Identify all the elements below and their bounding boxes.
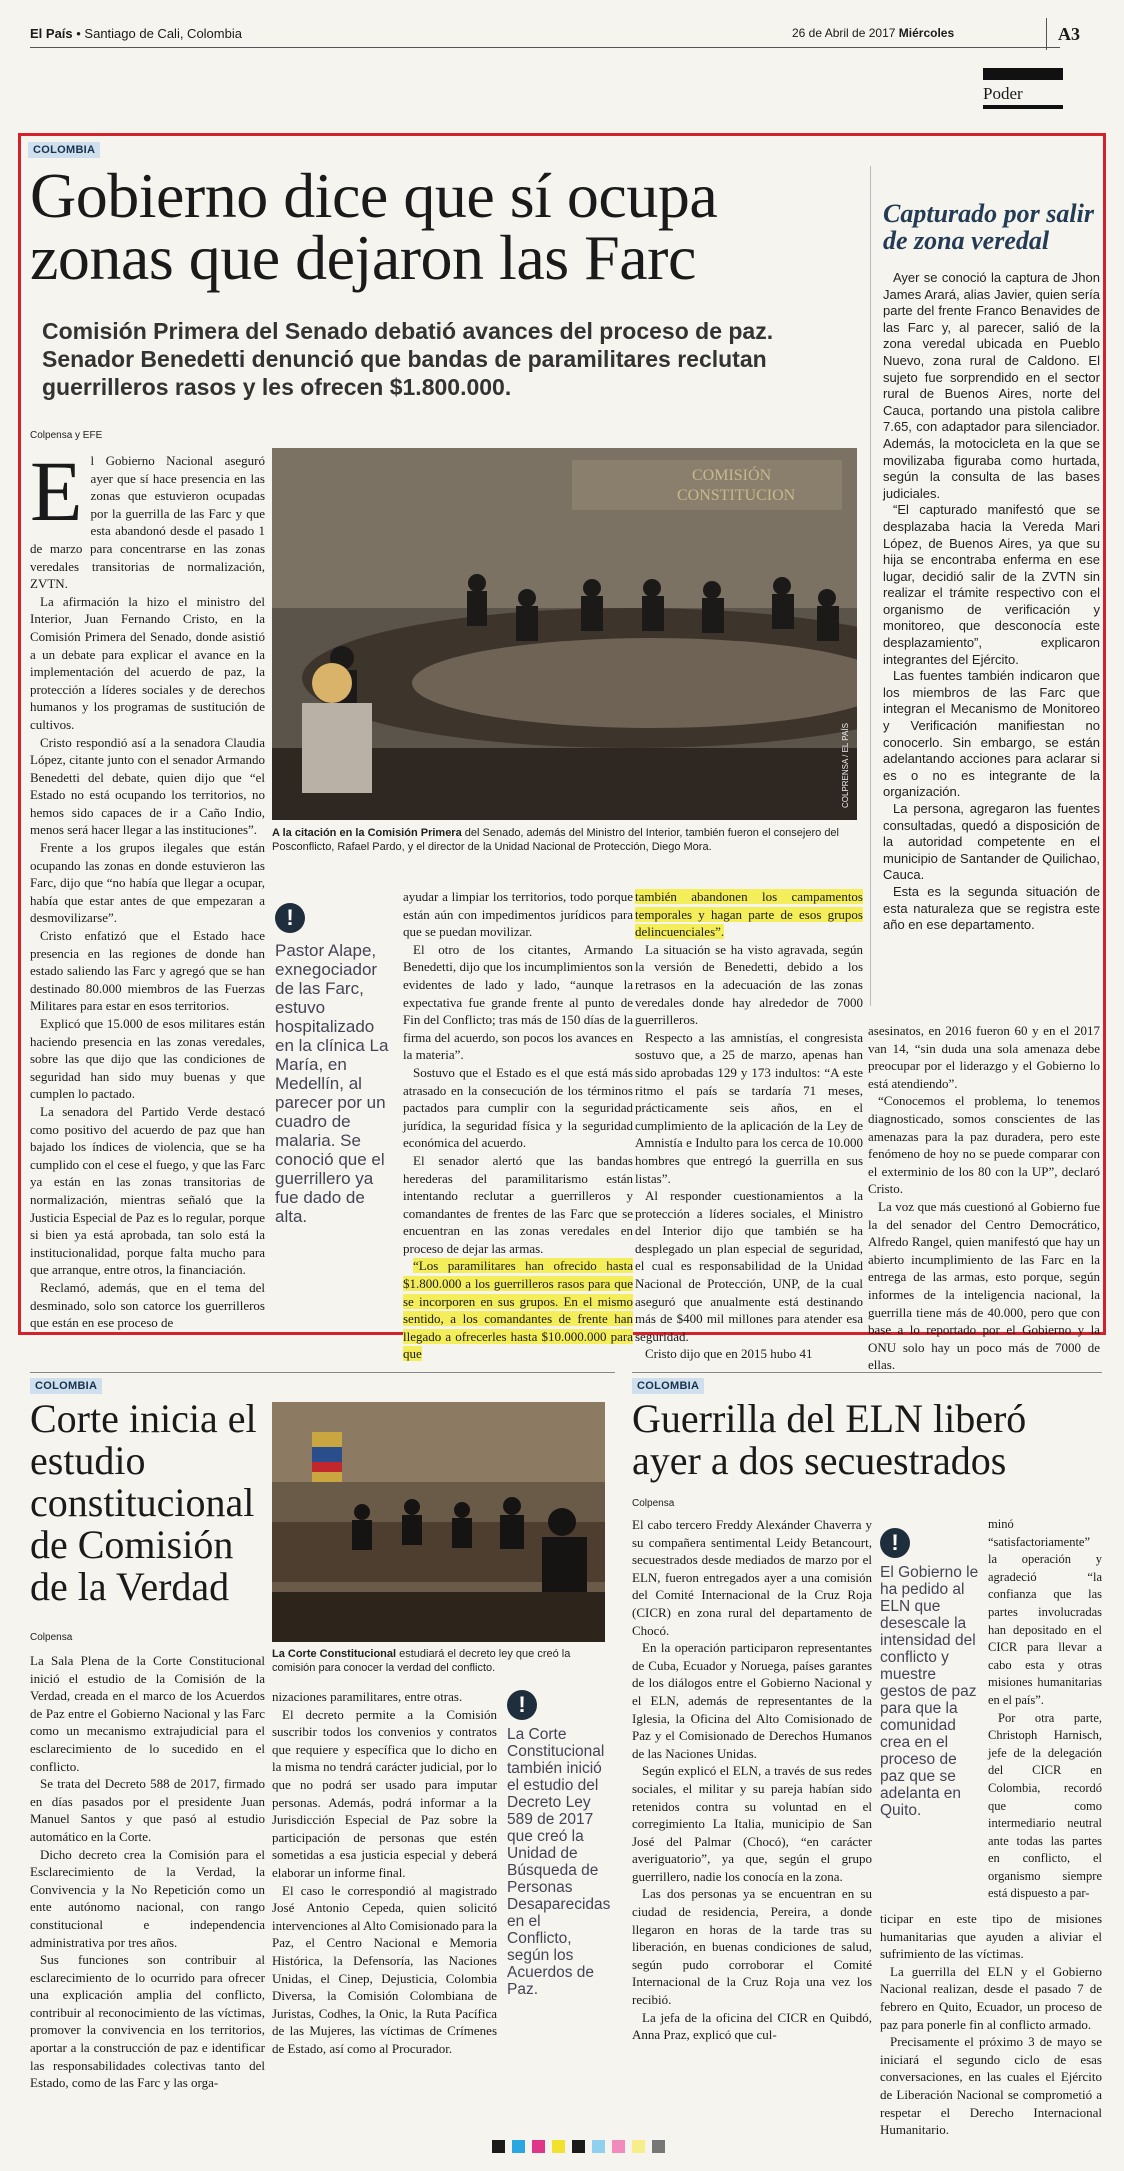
section-label	[983, 68, 1063, 109]
story2-rule	[30, 1372, 615, 1373]
exclamation-icon: !	[275, 903, 305, 933]
story3-tag-row: COLOMBIA	[632, 1376, 704, 1394]
lead-intro: l Gobierno Nacional aseguró ayer que sí hace presencia en las zonas que estuvieron ocupadas por la guerrilla de las Farc y que esta abandonó desde el pasado 1 de marzo para concentrarse en las zonas veredales transitorias de normalización, ZVTN.	[30, 453, 265, 592]
paragraph: Las dos personas ya se encuentran en su ciudad de residencia, Pereira, a donde llegaron en horas de la tarde tras su liberación, en buenas condiciones de salud, según pudo corroborar el Comité Internacional de la Cruz Roja una vez los recibió.	[632, 1886, 872, 2008]
paragraph: La Sala Plena de la Corte Constitucional inició el estudio de la Comisión de la Verdad, creada en el marco de los Acuerdos de Paz entre el Gobierno Nacional y las Farc como un mecanismo extrajudicial para el esclarecimiento de lo sucedido en el conflicto.	[30, 1653, 265, 1774]
story2-photo	[272, 1402, 605, 1642]
swatch	[632, 2140, 645, 2153]
date: 26 de Abril de 2017	[792, 26, 896, 40]
paragraph: La voz que más cuestionó al Gobierno fue la del senador del Centro Democrático, Alfredo Rangel, quien manifestó que hay un abierto incumplimiento de las Farc en la entrega de las armas, esto porque, según informes de la inteligencia nacional, la guerrilla tiene más de 40.000, pero que con base a lo reportado por el Gobierno y la ONU solo hay un poco más de 7000 de ellas.	[868, 1198, 1100, 1373]
pullquote-text: Pastor Alape, exnegociador de las Farc, estuvo hospitalizado en la clínica La María, en Medellín, al parecer por un cuadro de malaria. Se conoció que el guerrillero ya fue dado de alta.	[275, 941, 389, 1226]
swatch	[532, 2140, 545, 2153]
weekday: Miércoles	[898, 26, 955, 40]
swatch	[612, 2140, 625, 2153]
paragraph: Cristo enfatizó que el Estado hace presencia en las regiones de donde han estado saliendo las Farc y agregó que se han destinado 80.000 miembros de las Fuerzas Militares para estar en esos territorios.	[30, 928, 265, 1014]
paragraph: Cristo respondió así a la senadora Claudia López, citante junto con el senador Armando Benedetti del debate, quien dijo que “el Estado no está ocupando los territorios, no hemos sido capaces de ir a Caño Indio, menos será hacer llegar a las instituciones”.	[30, 734, 265, 838]
story2-headline: Corte inicia el estudio constitucional de Comisión de la Verdad	[30, 1396, 257, 1609]
exclamation-icon: !	[880, 1528, 910, 1558]
paragraph: Frente a los grupos ilegales que están ocupando las zonas en donde estuvieron las Farc, dijo que “no había que llegar a ocupar, había que estar antes de que empezaran a desmovilizarse”.	[30, 840, 265, 926]
story2-tag-row: COLOMBIA	[30, 1376, 630, 1394]
lead-pullquote	[275, 903, 395, 1226]
story3-pullquote	[880, 1528, 982, 1819]
paragraph: La guerrilla del ELN y el Gobierno Nacional realizan, desde el pasado 7 de febrero en Quito, Ecuador, un proceso de paz para ponerle fin al conflicto armado.	[880, 1963, 1102, 2032]
paragraph: La situación se ha visto agravada, según la versión de Benedetti, debido a los retrasos en la adecuación de las zonas veredales donde hay alrededor de 7000 guerrilleros.	[635, 941, 863, 1028]
story3-column-1	[632, 1516, 872, 2044]
paragraph: ayudar a limpiar los territorios, todo porque están aún con impedimentos jurídicos para que se puedan movilizar.	[403, 889, 633, 940]
sidebar-title: Capturado por salir de zona veredal	[883, 199, 1094, 255]
paragraph: El senador alertó que las bandas herederas del paramilitarismo están intentando reclutar a guerrilleros y comandantes de frentes de las Farc que se encuentran en las zonas veredales en proceso de dejar las armas.	[403, 1152, 633, 1256]
masthead-divider	[1046, 18, 1047, 50]
story2-pullquote	[507, 1690, 611, 1998]
story3-column-2	[880, 1910, 1102, 2139]
pullquote-text: El Gobierno le ha pedido al ELN que desescale la intensidad del conflicto y muestre gestos de paz para que la comunidad crea en el proceso de paz que se adelanta en Quito.	[880, 1564, 979, 1819]
paragraph: Se trata del Decreto 588 de 2017, firmado en días pasados por el presidente Juan Manuel Santos y que pasó al estudio automático en la Corte.	[30, 1776, 265, 1844]
lead-column-1	[30, 443, 265, 1332]
paragraph: En la operación participaron representantes de Cuba, Ecuador y Noruega, países garantes de los diálogos entre el Gobierno Nacional y el ELN, además de representantes de la Iglesia, la Oficina del Alto Comisionado de Paz y el Comisionado de Derechos Humanos de las Naciones Unidas.	[632, 1640, 872, 1761]
story3-rule	[632, 1372, 1102, 1373]
photo-sign-line-2: CONSTITUCION	[677, 487, 796, 504]
story2-column-1	[30, 1652, 265, 2092]
paragraph: Explicó que 15.000 de esos militares están haciendo presencia en las zonas veredales, sobre las que dijo que las condiciones de seguridad han sido muy buenas y que cumplen lo pactado.	[30, 1016, 265, 1102]
paragraph: La persona, agregaron las fuentes consultadas, quedó a disposición de la autoridad competente en el municipio de Santander de Quilichao, Cauca.	[883, 801, 1100, 883]
paper-name: El País	[30, 26, 73, 41]
story2-column-2	[272, 1688, 497, 2057]
printer-color-bar	[492, 2140, 668, 2158]
paragraph: Esta es la segunda situación de esta naturaleza que se registra este año en ese departamento.	[883, 883, 1100, 933]
paragraph: nizaciones paramilitares, entre otras.	[272, 1689, 463, 1704]
paragraph: Reclamó, además, que en el tema del desminado, solo son catorce los guerrilleros que están en ese proceso de	[30, 1279, 265, 1331]
story3-headline: Guerrilla del ELN liberó ayer a dos secuestrados	[632, 1396, 1027, 1483]
paragraph: “Conocemos el problema, lo tenemos diagnosticado, somos conscientes de las amenazas para la paz duradera, pero este fenómeno de hoy no se puede comparar con el exterminio de los 80 con la UP”, declaró Cristo.	[868, 1093, 1100, 1197]
swatch	[492, 2140, 505, 2153]
paragraph: La jefa de la oficina del CICR en Quibdó, Anna Praz, explicó que cul-	[632, 2009, 872, 2043]
paragraph: Precisamente el próximo 3 de mayo se iniciará el segundo ciclo de esas conversaciones, en las cuales el Ejército de Liberación Nacional se comprometió a respetar el Derecho Internacional Humanitario.	[880, 2034, 1102, 2138]
paragraph: El otro de los citantes, Armando Benedetti, dijo que los incumplimientos son evidentes de lado y lado, “aunque la expectativa fue grande frente al punto de Fin del Conflicto; tras más de 150 días de la firma del acuerdo, son pocos los avances en la materia”.	[403, 941, 633, 1063]
highlighted-quote: “Los paramilitares han ofrecido hasta $1.800.000 a los guerrilleros rasos para que se incorporen en sus grupos. En el mismo sentido, a los comandantes de frente han llegado a ofrecerles hasta $10.000.000 para que	[403, 1258, 633, 1362]
swatch	[512, 2140, 525, 2153]
story2-byline: Colpensa	[30, 1632, 73, 1643]
highlighted-quote-end: también abandonen los campamentos temporales y hagan parte de esos grupos delincuenciales”.	[635, 889, 863, 940]
photo-credit: COLPRENSA / EL PAÍS	[841, 723, 850, 808]
paragraph: Al responder cuestionamientos a la protección a líderes sociales, el Ministro del Interior dijo que también se ha desplegado un plan especial de seguridad, el cual es responsabilidad de la Unidad Nacional de Protección, UNP, de la cual aseguró que anualmente está destinando más de $400 mil millones para atender esa seguridad.	[635, 1188, 863, 1344]
date-line	[792, 26, 954, 40]
story2-photo-caption: La Corte Constitucional estudiará el decreto ley que creó la comisión para conocer la verdad del conflicto.	[272, 1648, 571, 1674]
paragraph: Las fuentes también indicaron que los miembros de las Farc que integran el Mecanismo de Monitoreo y Verificación manifiestan no conocerlo. Sin embargo, se están adelantando acciones para aclarar si es o no es integrante de la organización.	[883, 668, 1100, 800]
section-bar	[983, 68, 1063, 80]
lead-tag: COLOMBIA	[28, 140, 100, 158]
section-name: Poder	[983, 84, 1023, 103]
lead-column-5	[868, 1022, 1100, 1374]
swatch	[572, 2140, 585, 2153]
paragraph: La senadora del Partido Verde destacó como positivo del acuerdo de paz que han bajado los índices de violencia, que se ha cumplido con el cese el fuego, y que las Farc ya están en las zonas transitorias de normalización, mientras señaló que la Justicia Especial de Paz es lo regular, porque si bien ya está aprobada, tan solo está la institucionalidad, porque falta mucho para que arranque, entre otros, la financiación.	[30, 1103, 265, 1278]
swatch	[552, 2140, 565, 2153]
paragraph: ticipar en este tipo de misiones humanitarias que ayuden a aliviar el sufrimiento de las víctimas.	[880, 1911, 1102, 1962]
top-rule	[30, 47, 1060, 48]
paragraph: Sostuvo que el Estado es el que está más atrasado en la consecución de los términos pactados para cumplir con la seguridad jurídica, la seguridad física y la seguridad económica del acuerdo.	[403, 1064, 633, 1151]
drop-cap: E	[30, 443, 83, 539]
city-line: • Santiago de Cali, Colombia	[76, 26, 242, 41]
paragraph: Respecto a las amnistías, el congresista sostuvo que, a 25 de marzo, apenas han sido aprobadas 129 y 173 indultos: “A este ritmo el país se tardaría 71 meses, prácticamente seis años, en el cumplimiento de la aplicación de la Ley de Amnistía e Indulto para los cerca de 10.000 hombres que entregó la guerrilla en sus listas”.	[635, 1029, 863, 1186]
photo-sign-line-1: COMISIÓN	[692, 467, 772, 484]
story3-column-2-top	[988, 1516, 1102, 1903]
lead-byline: Colpensa y EFE	[30, 430, 103, 441]
swatch	[592, 2140, 605, 2153]
paragraph: El decreto permite a la Comisión suscribir todos los convenios y contratos que requiere y específica que lo dicho en la misma no tendrá carácter judicial, por lo que no podrá ser usado para imputar personas. Además, podrá informar a la Jurisdicción Especial de Paz sobre la participación de personas que estén sometidas a esa justicia especial y deberá elaborar un informe final.	[272, 1706, 497, 1880]
sidebar-box	[870, 166, 1100, 1006]
paragraph: Ayer se conoció la captura de Jhon James Arará, alias Javier, quien sería parte del frente Franco Benavides de las Farc y, al parecer, salió de la zona veredal ubicada en Pueblo Nuevo, zona rural de Caldono. El sujeto fue sorprendido en el sector rural de Buenos Aires, norte del Cauca, portando una pistola calibre 7.65, con adaptador para silenciador. Además, la motocicleta en la que se movilizaba figuraba como hurtada, según la consulta de las bases judiciales.	[883, 270, 1100, 501]
swatch	[652, 2140, 665, 2153]
paragraph: Por otra parte, Christoph Harnisch, jefe de la delegación del CICR en Colombia, recordó que como intermediario neutral ante todas las partes en conflicto, el organismo siempre está dispuesto a par-	[988, 1710, 1102, 1901]
paragraph: asesinatos, en 2016 fueron 60 y en el 2017 van 14, “sin duda una sola amenaza debe preocupar por el liderazgo y el Gobierno lo está atendiendo”.	[868, 1023, 1100, 1091]
paragraph: El caso le correspondió al magistrado José Antonio Cepeda, quien solicitó intervenciones al Alto Comisionado para la Paz, el Centro Nacional e Memoria Histórica, la Defensoría, las Naciones Unidas, el Cinep, Dejusticia, Colombia Diversa, la Comisión Colombiana de Juristas, Codhes, la Onic, la Ruta Pacífica de las Mujeres, las víctimas de Crímenes de Estado, así como al Procurador.	[272, 1882, 497, 2056]
lead-headline: Gobierno dice que sí ocupa zonas que dejaron las Farc	[30, 160, 718, 293]
paragraph: Sus funciones son contribuir al esclarecimiento de lo ocurrido para ofrecer una explicación amplia del conflicto, contribuir al reconocimiento de las víctimas, promover la convivencia en los territorios, aportar a la construcción de paz e identificar las responsabilidades colectivas tanto del Estado, como de las Farc y las orga-	[30, 1952, 265, 2091]
lead-photo-caption: A la citación en la Comisión Primera del Senado, además del Ministro del Interior, también fueron el consejero del Posconflicto, Rafael Pardo, y el director de la Unidad Nacional de Protección, Diego Mora.	[272, 827, 839, 853]
paragraph: “El capturado manifestó que se desplazaba hacia la Vereda Mari López, de Buenos Aires, ya que su hija se encontraba enferma en ese lugar, decidió salir de la ZVTN sin realizar el trámite respectivo con el organismo de verificación y monitoreo, que desconocía este desplazamiento”, explicaron integrantes del Ejército.	[883, 502, 1100, 667]
page-number: A3	[1058, 24, 1080, 44]
lead-photo	[272, 448, 857, 820]
sidebar-body	[883, 270, 1100, 934]
lead-column-4	[635, 888, 863, 1363]
paragraph: El cabo tercero Freddy Alexánder Chaverra y su compañera sentimental Leidy Betancourt, secuestrados desde mediados de marzo por el ELN, fueron entregados ayer a una comisión del Comité Internacional de la Cruz Roja (CICR) en zona rural del departamento de Chocó.	[632, 1517, 872, 1638]
paragraph: Dicho decreto crea la Comisión para el Esclarecimiento de la Verdad, la Convivencia y la No Repetición como un ente autónomo nacional, con rango constitucional e independencia administrativa por tres años.	[30, 1846, 265, 1950]
story3-byline: Colpensa	[632, 1498, 675, 1509]
pullquote-text: La Corte Constitucional también inició el estudio del Decreto Ley 589 de 2017 que creó la Unidad de Búsqueda de Personas Desaparecidas en el Conflicto, según los Acuerdos de Paz.	[507, 1726, 611, 1998]
lead-deck: Comisión Primera del Senado debatió avances del proceso de paz. Senador Benedetti denunció que bandas de paramilitares reclutan guerrilleros rasos y les ofrecen $1.800.000.	[42, 318, 774, 400]
paragraph: minó “satisfactoriamente” la operación y agradeció “la confianza que las partes involucradas han depositado en el CICR para llevar a cabo esta y otras misiones humanitarias en el país”.	[988, 1517, 1102, 1707]
paragraph: Según explicó el ELN, a través de sus redes sociales, el militar y su pareja habían sido retenidos contra su voluntad en el corregimiento La Italia, municipio de San José del Palmar (Chocó), “en carácter averiguatorio”, ya que, según el grupo guerrillero, nadie los conocía en la zona.	[632, 1763, 872, 1884]
paragraph: Cristo dijo que en 2015 hubo 41	[645, 1346, 813, 1362]
masthead	[30, 26, 242, 41]
exclamation-icon: !	[507, 1690, 537, 1720]
lead-column-3	[403, 888, 633, 1363]
paragraph: La afirmación la hizo el ministro del Interior, Juan Fernando Cristo, en la Comisión Primera del Senado, donde asistió a un debate para explicar el avance en la implementación del acuerdo de paz, la protección a líderes sociales y de derechos humanos y los programas de sustitución de cultivos.	[30, 593, 265, 732]
